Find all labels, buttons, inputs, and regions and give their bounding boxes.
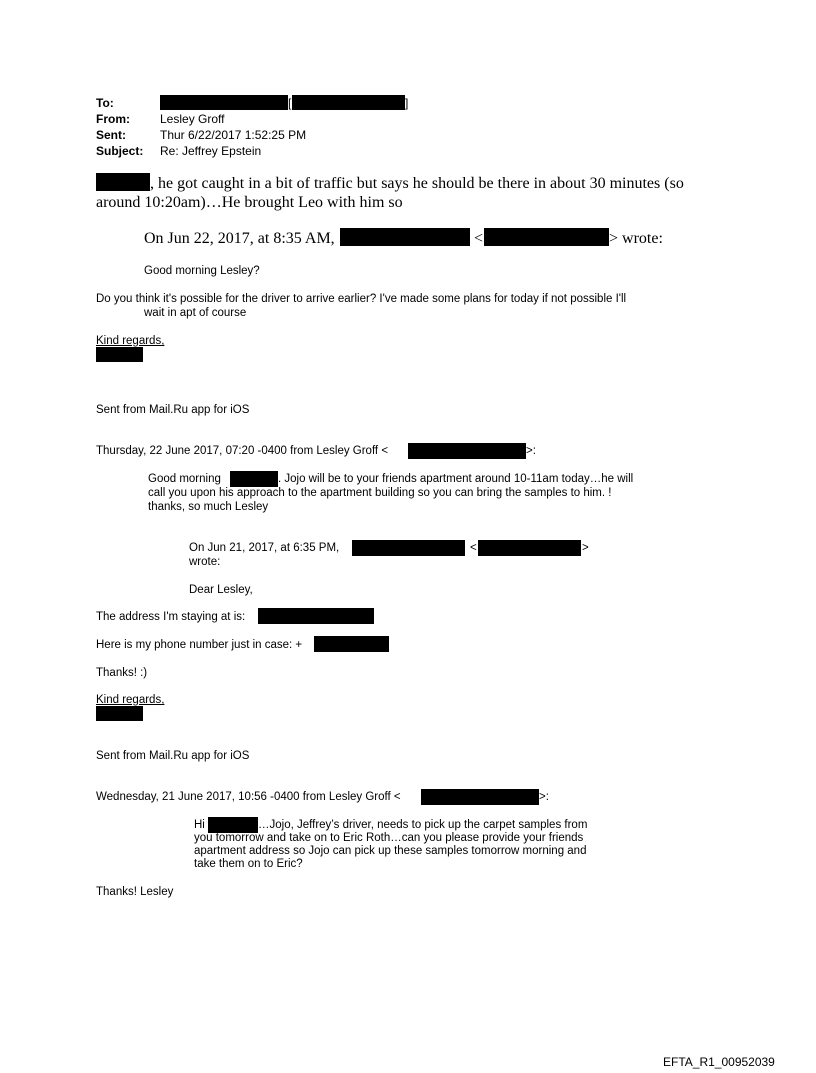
quote-body-line: wait in apt of course [144, 307, 247, 319]
address-line: The address I'm staying at is: [96, 611, 246, 623]
quote-body-line: apartment address so Jojo can pick up these samples tomorrow morning and [194, 845, 587, 857]
sent-value: Thur 6/22/2017 1:52:25 PM [160, 128, 307, 142]
quote-attribution-suffix: >: [526, 445, 536, 457]
to-label: To: [96, 96, 114, 110]
subject-value: Re: Jeffrey Epstein [160, 144, 262, 158]
redaction-block [340, 228, 470, 246]
redaction-block [258, 608, 374, 624]
to-bracket-close: ] [405, 96, 409, 110]
thanks-line: Thanks! :) [96, 667, 148, 679]
quote-attribution: On Jun 22, 2017, at 8:35 AM, [144, 230, 335, 247]
redaction-block [421, 789, 539, 805]
from-value: Lesley Groff [160, 112, 225, 126]
quote-body-line: Do you think it's possible for the driver to arrive earlier? I've made some plans for today if not possible I'll [96, 293, 627, 305]
closing-line: Thanks! Lesley [96, 886, 174, 898]
redaction-block [96, 173, 150, 191]
quote-body-line: take them on to Eric? [194, 858, 303, 870]
quote-body-line: you tomorrow and take on to Eric Roth…can you please provide your friends [194, 832, 584, 844]
redaction-block [484, 228, 609, 246]
quote-body-line: call you upon his approach to the apartment building so you can bring the samples to him. ! [148, 487, 612, 499]
redaction-block [352, 540, 465, 556]
document-id: EFTA_R1_00952039 [663, 1055, 775, 1069]
quote-attribution: On Jun 21, 2017, at 6:35 PM, [189, 542, 340, 554]
redaction-block [160, 95, 288, 110]
to-bracket-open: [ [288, 96, 292, 110]
redaction-block [230, 471, 278, 487]
quote-attribution: Wednesday, 21 June 2017, 10:56 -0400 from Lesley Groff < [96, 791, 401, 803]
quote-body-line: …Jojo, Jeffrey’s driver, needs to pick up the carpet samples from [258, 819, 588, 831]
quote-attribution-wrote: wrote: [189, 556, 221, 568]
redaction-block [478, 540, 581, 556]
redaction-block [292, 95, 405, 110]
redaction-block [96, 706, 143, 721]
quote-attribution: Thursday, 22 June 2017, 07:20 -0400 from Lesley Groff < [96, 445, 389, 457]
quote-body-line: Hi [194, 819, 205, 831]
phone-line: Here is my phone number just in case: + [96, 639, 303, 651]
quote-greeting: Dear Lesley, [189, 584, 253, 596]
subject-label: Subject: [96, 144, 144, 158]
sent-from-line: Sent from Mail.Ru app for iOS [96, 404, 250, 416]
quote-attribution-suffix: > wrote: [609, 230, 663, 247]
sent-label: Sent: [96, 128, 126, 142]
redaction-block [208, 817, 258, 833]
quote-greeting: Good morning Lesley? [144, 265, 260, 277]
quote-attribution-lt: < [470, 542, 477, 554]
reply-line: , he got caught in a bit of traffic but says he should be there in about 30 minutes (so [150, 175, 684, 192]
quote-body-line: Good morning [148, 473, 221, 485]
signoff: Kind regards, [96, 694, 165, 706]
quote-attribution-suffix: >: [539, 791, 549, 803]
from-label: From: [96, 112, 130, 126]
redaction-block [96, 347, 143, 362]
reply-line: around 10:20am)…He brought Leo with him so [96, 194, 403, 211]
quote-attribution-lt: < [474, 230, 484, 247]
quote-attribution-gt: > [582, 542, 589, 554]
quote-body-line: thanks, so much Lesley [148, 501, 269, 513]
quote-body-line: . Jojo will be to your friends apartment around 10-11am today…he will [278, 473, 634, 485]
sent-from-line: Sent from Mail.Ru app for iOS [96, 750, 250, 762]
redaction-block [408, 443, 526, 459]
redaction-block [314, 636, 389, 652]
signoff: Kind regards, [96, 335, 165, 347]
